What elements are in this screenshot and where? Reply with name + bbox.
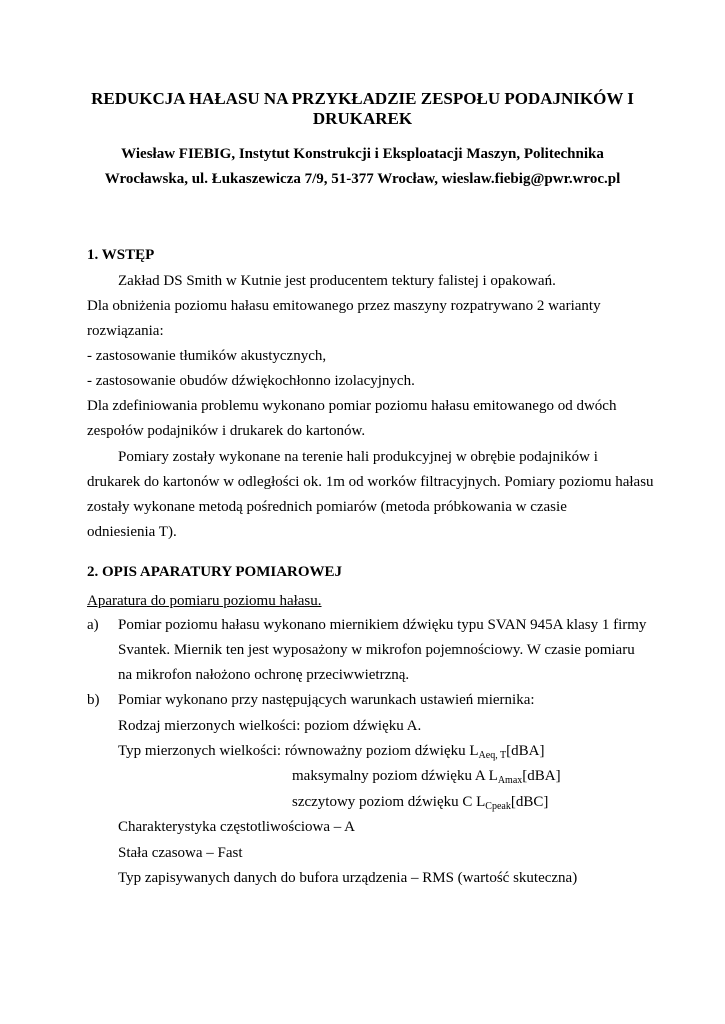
item-b-frequency-characteristic: Charakterystyka częstotliwościowa – A [118,819,356,835]
measured-type-label: Typ mierzonych wielkości: [118,743,285,759]
paper-title-line-1: REDUKCJA HAŁASU NA PRZYKŁADZIE ZESPOŁU PODAJNIKÓW I [91,89,634,108]
author-affiliation-line-2: Wrocławska, ul. Łukaszewicza 7/9, 51-377 Wrocław, wieslaw.fiebig@pwr.wroc.pl [104,171,621,187]
section-1-line: rozwiązania: [87,323,164,339]
leq-subscript: Aeq, T [478,750,507,761]
item-b-lpeak-row [292,794,548,811]
section-1-line: - zastosowanie tłumików akustycznych, [87,348,327,364]
section-1-line: Zakład DS Smith w Kutnie jest producentem tektury falistej i opakowań. [118,273,556,289]
lmax-subscript: Amax [497,775,523,786]
section-2-subheading: Aparatura do pomiaru poziomu hałasu. [87,593,322,609]
lpeak-subscript: Cpeak [485,801,511,812]
section-1-line: zespołów podajników i drukarek do kartonów. [87,423,366,439]
section-1-line: - zastosowanie obudów dźwiękochłonno izolacyjnych. [87,373,415,389]
section-1-line: Dla zdefiniowania problemu wykonano pomiar poziomu hałasu emitowanego od dwóch [87,398,617,414]
section-1-line: zostały wykonane metodą pośrednich pomiarów (metoda próbkowania w czasie [87,499,567,515]
section-1-line: Dla obniżenia poziomu hałasu emitowanego przez maszyny rozpatrywano 2 warianty [87,298,601,314]
section-1-line: drukarek do kartonów w odległości ok. 1m od worków filtracyjnych. Pomiary poziomu hałasu [87,474,654,490]
lpeak-text: szczytowy poziom dźwięku C L [292,794,486,810]
section-2-heading: 2. OPIS APARATURY POMIAROWEJ [87,564,343,580]
leq-unit: [dBA] [506,743,545,759]
lmax-text: maksymalny poziom dźwięku A L [292,768,498,784]
paper-title-line-2: DRUKAREK [312,109,413,128]
item-a-line: Svantek. Miernik ten jest wyposażony w mikrofon pojemnościowy. W czasie pomiaru [118,642,635,658]
lpeak-unit: [dBC] [510,794,549,810]
item-b-time-constant: Stała czasowa – Fast [118,845,243,861]
lmax-unit: [dBA] [522,768,561,784]
section-1-heading: 1. WSTĘP [87,247,155,263]
section-1-line: odniesienia T). [87,524,177,540]
item-a-line: Pomiar poziomu hałasu wykonano miernikiem dźwięku typu SVAN 945A klasy 1 firmy [118,617,647,633]
section-1-line: Pomiary zostały wykonane na terenie hali produkcyjnej w obrębie podajników i [118,449,598,465]
list-marker-b: b) [87,692,100,708]
item-b-measured-kind: Rodzaj mierzonych wielkości: poziom dźwięku A. [118,718,422,734]
item-b-intro: Pomiar wykonano przy następujących warunkach ustawień miernika: [118,692,535,708]
item-b-buffer-data-type: Typ zapisywanych danych do bufora urządzenia – RMS (wartość skuteczna) [118,870,578,886]
list-marker-a: a) [87,617,99,633]
author-affiliation-line-1: Wiesław FIEBIG, Instytut Konstrukcji i Eksploatacji Maszyn, Politechnika [121,146,604,162]
item-b-leq-row [118,743,544,760]
item-b-lmax-row [292,768,561,785]
leq-text: równoważny poziom dźwięku L [284,743,479,759]
item-a-line: na mikrofon nałożono ochronę przeciwwietrzną. [118,667,410,683]
